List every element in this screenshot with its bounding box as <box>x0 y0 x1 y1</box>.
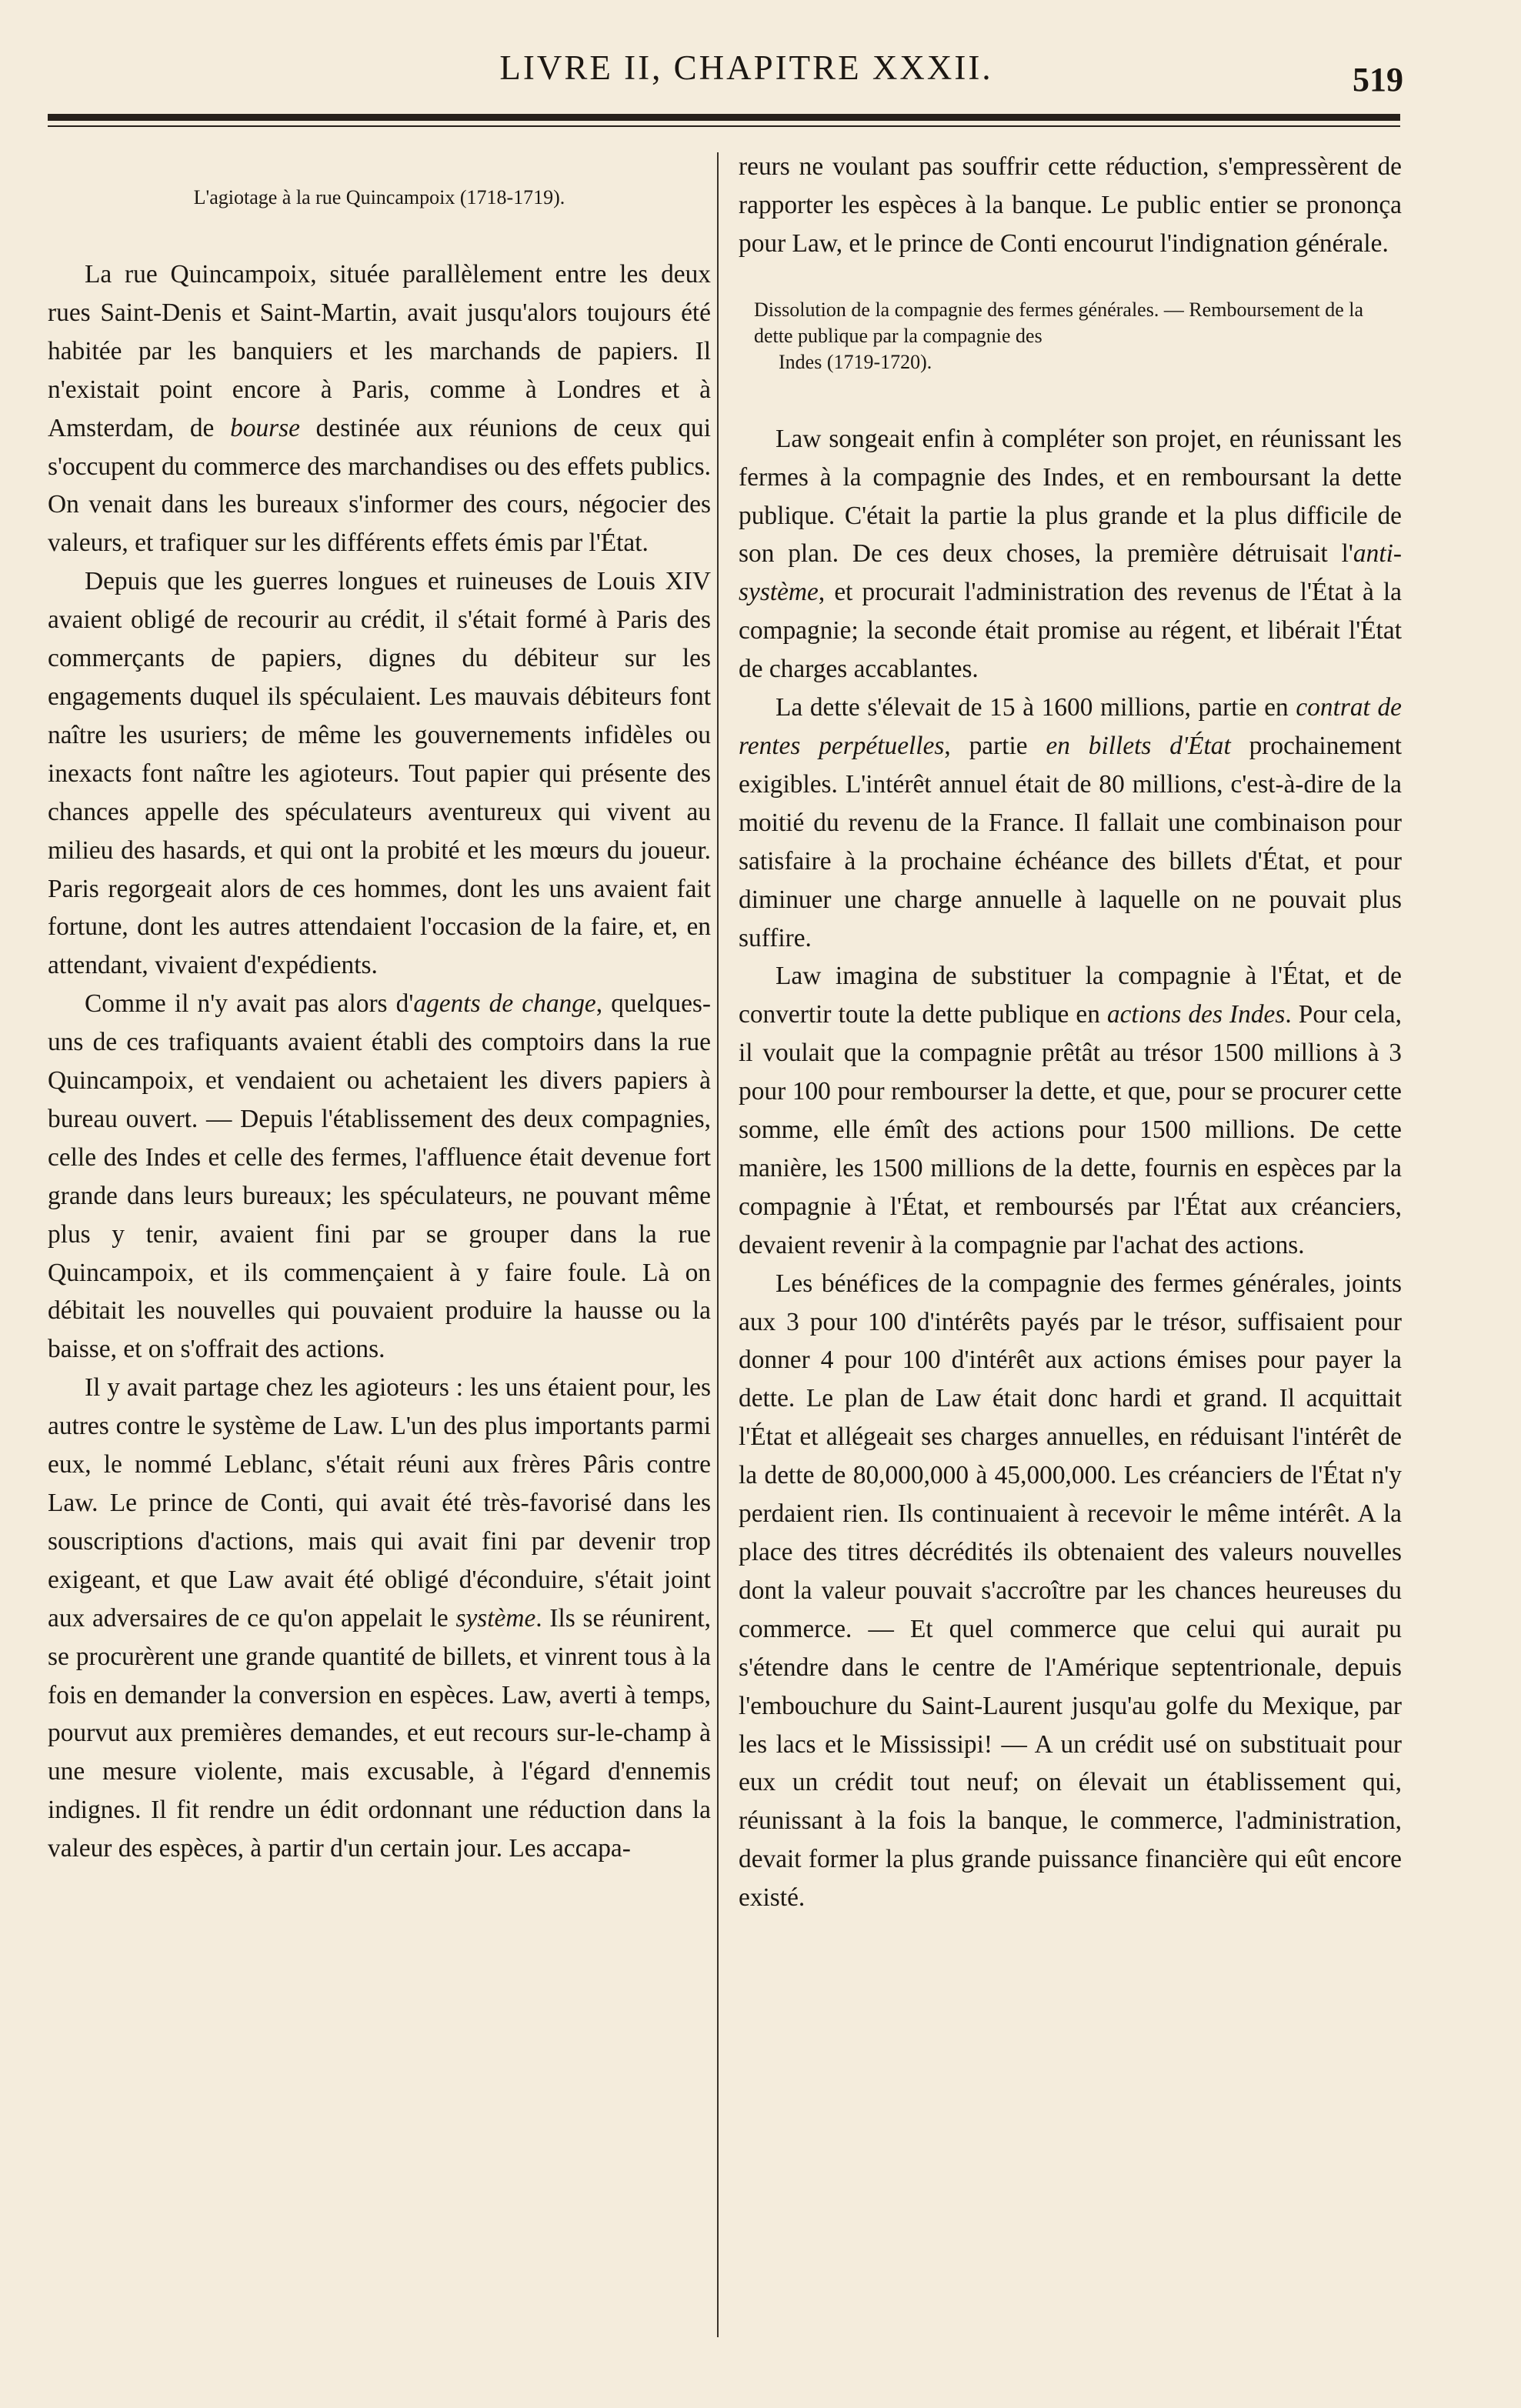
right-paragraphs <box>739 420 1402 1917</box>
paragraph <box>739 957 1402 1264</box>
italic-run: bourse <box>230 413 300 442</box>
section-title-line-2: Indes (1719-1720). <box>779 350 932 373</box>
paragraph <box>48 1369 711 1868</box>
paragraph <box>48 985 711 1369</box>
paragraph <box>739 420 1402 689</box>
header-rule-thin <box>48 125 1400 127</box>
text-run: prochainement exigibles. L'intérêt annuel était de 80 millions, c'est-à-dire de la moitié du revenu de la France. Il fallait une combinaison pour satisfaire à la prochaine échéance des billets d'État, et pour diminuer une charge annuelle à laquelle on ne pouvait plus suffire. <box>739 731 1402 952</box>
italic-run: anti-système <box>739 539 1402 607</box>
left-paragraphs <box>48 255 711 1868</box>
continuation-paragraph: reurs ne voulant pas souffrir cette réduction, s'empressèrent de rapporter les espèces à la banque. Le public entier se prononça pour Law, et le prince de Conti encourut l'indignation générale. <box>739 152 1402 258</box>
text-run: . Ils se réunirent, se procurèrent une grande quantité de billets, et vinrent tous à la fois en demander la conversion en espèces. Law, averti à temps, pourvut aux premières demandes, et eut recours sur-le-champ à une mesure violente, mais excusable, à l'égard d'ennemis indignes. Il fit rendre un édit ordonnant une réduction dans la valeur des espèces, à partir d'un certain jour. Les accapa- <box>48 1603 711 1863</box>
text-run: Depuis que les guerres longues et ruineuses de Louis XIV avaient obligé de recourir au crédit, il s'était formé à Paris des commerçants de papiers, dignes du débiteur sur les engagements duquel ils spéculaient. Les mauvais débiteurs font naître les usuriers; de même les gouvernements infidèles ou inexacts font naître les agioteurs. Tout papier qui présente des chances appelle des spéculateurs aventureux qui vivent au milieu des hasards, et qui ont la probité et les mœurs du joueur. Paris regorgeait alors de ces hommes, dont les uns avaient fait fortune, dont les autres attendaient l'occasion de la faire, et, en attendant, vivaient d'expédients. <box>48 567 711 980</box>
section-title-agiotage: L'agiotage à la rue Quincampoix (1718-1719). <box>193 186 565 208</box>
text-run: , et procurait l'administration des revenus de l'État à la compagnie; la seconde était promise au régent, et libérait l'État de charges accablantes. <box>739 578 1402 684</box>
italic-run: système <box>455 1603 536 1633</box>
text-run: La rue Quincampoix, située parallèlement entre les deux rues Saint-Denis et Saint-Martin, avait jusqu'alors toujours été habitée par les banquiers et les marchands de papiers. Il n'existait point encore à Paris, comme à Londres et à Amsterdam, de <box>48 260 711 442</box>
text-run: La dette s'élevait de 15 à 1600 millions, partie en <box>776 693 1296 722</box>
header-rule-thick <box>48 114 1400 121</box>
text-run: Comme il n'y avait pas alors d' <box>85 989 414 1019</box>
italic-run: agents de change <box>413 989 596 1019</box>
text-run: destinée aux réunions de ceux qui s'occupent du commerce des marchandises ou des effets publics. On venait dans les bureaux s'informer des cours, négocier des valeurs, et trafiquer sur les différents effets émis par l'État. <box>48 413 712 558</box>
italic-run: contrat de rentes perpétuelles <box>739 693 1402 760</box>
text-run: , quelques-uns de ces trafiquants avaient établi des comptoirs dans la rue Quincampoix, et vendaient ou achetaient les divers papiers à bureau ouvert. — Depuis l'établissement des deux compagnies, celle des Indes et celle des fermes, l'affluence était devenue fort grande dans leurs bureaux; les spéculateurs, ne pouvant même plus y tenir, avaient fini par se grouper dans la rue Quincampoix, et ils commençaient à y faire foule. Là on débitait les nouvelles qui pouvaient produire la hausse ou la baisse, et on s'offrait des actions. <box>48 989 712 1364</box>
section-title-line-1: Dissolution de la compagnie des fermes générales. — Remboursement de la dette publique par la compagnie des <box>754 298 1364 347</box>
running-head: LIVRE II, CHAPITRE XXXII. <box>499 48 993 87</box>
paragraph <box>739 689 1402 957</box>
text-run: Les bénéfices de la compagnie des fermes générales, joints aux 3 pour 100 d'intérêts payés par le trésor, suffisaient pour donner 4 pour 100 d'intérêt aux actions émises pour payer la dette. Le plan de Law était donc hardi et grand. Il acquittait l'État et allégeait ses charges annuelles, en réduisant l'intérêt de la dette de 80,000,000 à 45,000,000. Les créanciers de l'État n'y perdaient rien. Ils continuaient à recevoir le même intérêt. A la place des titres décrédités ils obtenaient des valeurs nouvelles dont la valeur pouvait s'accroître par les chances heureuses du commerce. — Et quel commerce que celui qui aurait pu s'étendre dans le centre de l'Amérique septentrionale, depuis l'embouchure du Saint-Laurent jusqu'au golfe du Mexique, par les lacs et le Mississipi! — A un crédit usé on substituait pour eux un crédit tout neuf; on élevait un établissement qui, réunissant à la fois la banque, le commerce, l'administration, devait former la plus grande puissance financière qui eût encore existé. <box>739 1269 1402 1913</box>
italic-run: en billets d'État <box>1046 731 1231 760</box>
paragraph <box>739 1265 1402 1917</box>
text-run: Il y avait partage chez les agioteurs : les uns étaient pour, les autres contre le système de Law. L'un des plus importants parmi eux, le nommé Leblanc, s'était réuni aux frères Pâris contre Law. Le prince de Conti, qui avait été très-favorisé dans les souscriptions d'actions, mais qui avait fini par devenir trop exigeant, et que Law avait été obligé d'éconduire, s'était joint aux adversaires de ce qu'on appelait le <box>48 1373 711 1633</box>
page-number: 519 <box>1353 61 1403 98</box>
italic-run: actions des Indes <box>1106 1000 1286 1029</box>
text-run: , partie <box>944 731 1046 760</box>
section-title-dissolution <box>754 297 1402 375</box>
text-run: . Pour cela, il voulait que la compagnie prêtât au trésor 1500 millions à 3 pour 100 pour rembourser la dette, et que, pour se procurer cette somme, elle émît des actions pour 1500 millions. De cette manière, les 1500 millions de la dette, fournis en espèces par la compagnie à l'État, et remboursés par l'État aux créanciers, devaient revenir à la compagnie par l'achat des actions. <box>739 1000 1402 1259</box>
text-run: Law imagina de substituer la compagnie à l'État, et de convertir toute la dette publique en <box>739 962 1402 1029</box>
column-divider <box>717 152 719 2337</box>
paragraph <box>48 255 711 562</box>
left-column <box>48 145 711 1868</box>
right-column <box>739 148 1402 1917</box>
paragraph <box>48 562 711 985</box>
text-run: Law songeait enfin à compléter son projet, en réunissant les fermes à la compagnie des Indes, et en remboursant la dette publique. C'était la partie la plus grande et la plus difficile de son plan. De ces deux choses, la première détruisait l' <box>739 424 1402 569</box>
